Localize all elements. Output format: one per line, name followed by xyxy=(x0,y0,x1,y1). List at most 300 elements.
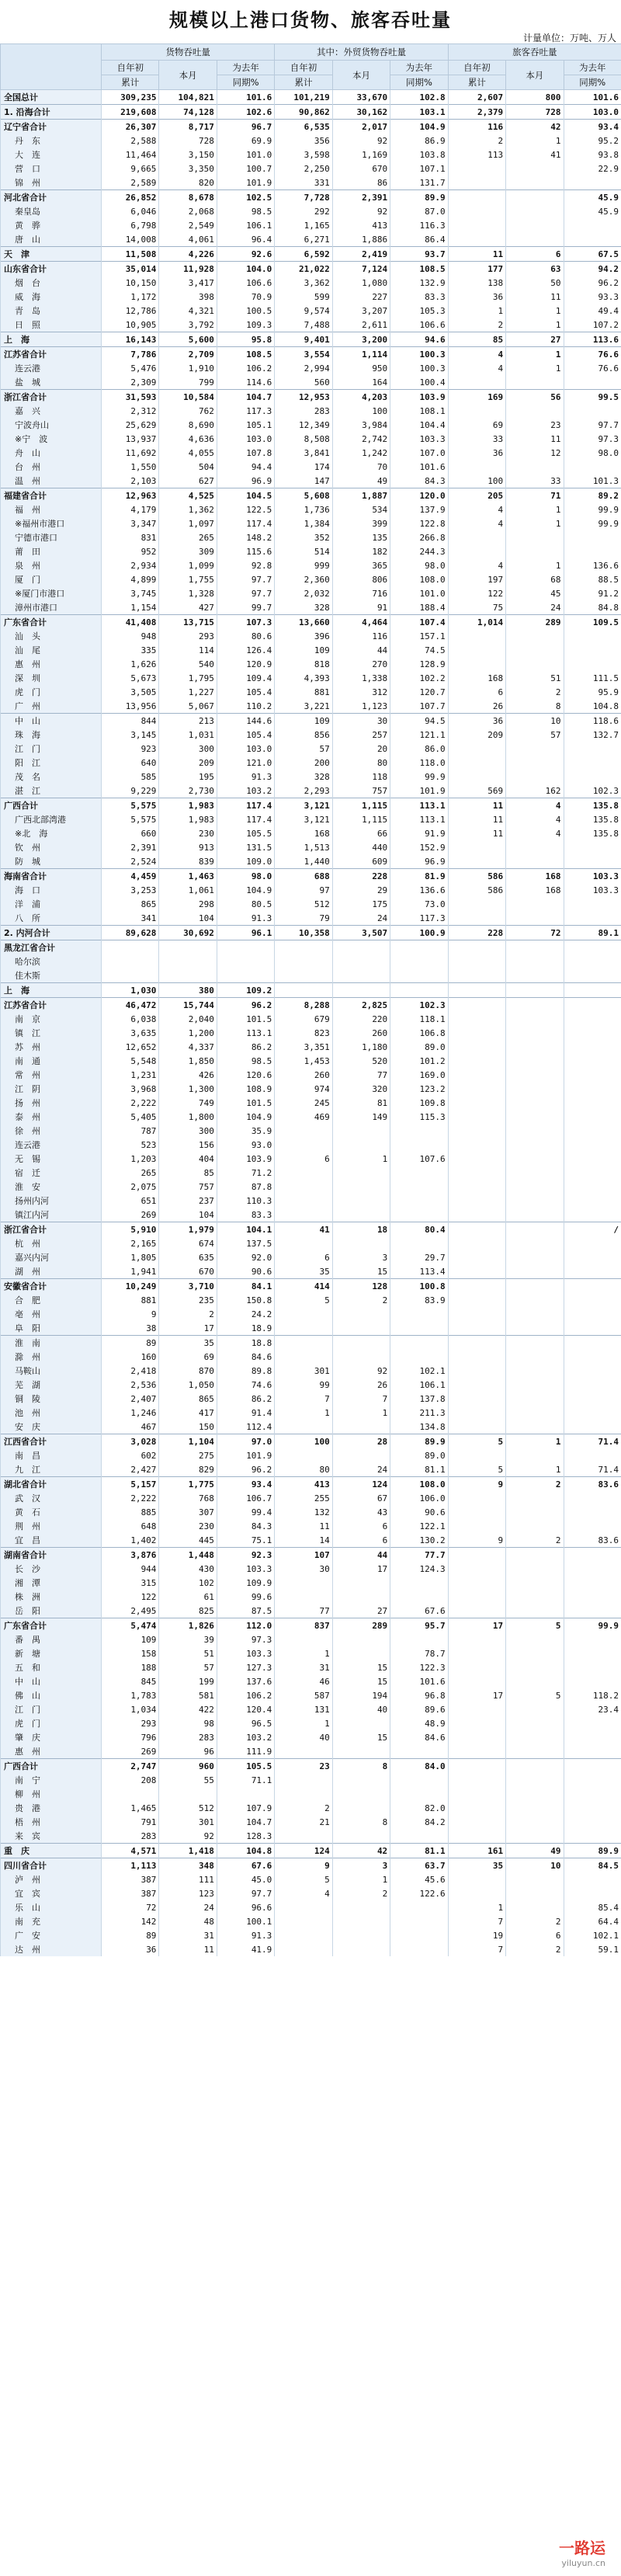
value-cell: 2,032 xyxy=(275,586,332,600)
table-row xyxy=(1,572,621,586)
value-cell: 2,418 xyxy=(102,1364,159,1378)
value-cell: 131.7 xyxy=(390,176,448,190)
value-cell: 8,678 xyxy=(159,190,217,205)
value-cell xyxy=(390,1914,448,1928)
value-cell xyxy=(564,1264,621,1279)
value-cell: 952 xyxy=(102,544,159,558)
value-cell: 230 xyxy=(159,1519,217,1533)
port-name-cell: 无 锡 xyxy=(1,1152,102,1166)
table-row xyxy=(1,1378,621,1392)
table-row xyxy=(1,332,621,347)
value-cell xyxy=(506,1730,564,1744)
value-cell: 1,231 xyxy=(102,1068,159,1082)
value-cell: 6,535 xyxy=(275,120,332,134)
value-cell: 97.3 xyxy=(217,1632,274,1646)
value-cell: 301 xyxy=(159,1815,217,1829)
value-cell: 298 xyxy=(159,897,217,911)
port-name-cell: 池 州 xyxy=(1,1406,102,1420)
value-cell: 4,459 xyxy=(102,869,159,884)
value-cell xyxy=(390,1773,448,1787)
value-cell: 29.7 xyxy=(390,1250,448,1264)
value-cell: 5,673 xyxy=(102,671,159,685)
value-cell: 10,584 xyxy=(159,390,217,405)
value-cell: 331 xyxy=(275,176,332,190)
value-cell: 102.3 xyxy=(390,998,448,1013)
value-cell: 21,022 xyxy=(275,262,332,276)
value-cell: 103.8 xyxy=(390,148,448,162)
value-cell: 5 xyxy=(275,1872,332,1886)
value-cell: 265 xyxy=(102,1166,159,1180)
value-cell: 2,391 xyxy=(332,190,390,205)
value-cell: 96.1 xyxy=(217,926,274,940)
value-cell: 106.8 xyxy=(390,1026,448,1040)
value-cell: 9,229 xyxy=(102,784,159,798)
throughput-table xyxy=(0,43,621,1956)
value-cell: 85 xyxy=(159,1166,217,1180)
value-cell: 5 xyxy=(275,1293,332,1307)
value-cell: 4,337 xyxy=(159,1040,217,1054)
value-cell: 100.1 xyxy=(217,1914,274,1928)
value-cell: 100.3 xyxy=(390,361,448,375)
value-cell xyxy=(275,1632,332,1646)
value-cell xyxy=(506,460,564,474)
port-name-cell: 安徽省合计 xyxy=(1,1279,102,1294)
value-cell: 112.0 xyxy=(217,1618,274,1633)
value-cell xyxy=(506,176,564,190)
value-cell: 11 xyxy=(448,247,505,262)
value-cell xyxy=(332,1716,390,1730)
port-name-cell: 来 宾 xyxy=(1,1829,102,1844)
value-cell: 75 xyxy=(448,600,505,615)
value-cell: 33 xyxy=(506,474,564,488)
table-row xyxy=(1,699,621,714)
value-cell: 30,692 xyxy=(159,926,217,940)
value-cell: 96.2 xyxy=(564,276,621,290)
port-name-cell: 宜 宾 xyxy=(1,1886,102,1900)
value-cell: 45.6 xyxy=(390,1872,448,1886)
value-cell: 4,203 xyxy=(332,390,390,405)
yoy-sub-header: 同期% xyxy=(390,75,448,90)
value-cell: 844 xyxy=(102,714,159,728)
value-cell: 5,575 xyxy=(102,812,159,826)
value-cell: 13,956 xyxy=(102,699,159,714)
value-cell: 45.9 xyxy=(564,204,621,218)
value-cell xyxy=(448,1293,505,1307)
port-name-cell: 番 禺 xyxy=(1,1632,102,1646)
value-cell: 5 xyxy=(506,1688,564,1702)
value-cell: 122.6 xyxy=(390,1886,448,1900)
value-cell: 33 xyxy=(448,432,505,446)
value-cell: 137.8 xyxy=(390,1392,448,1406)
value-cell: 63 xyxy=(506,262,564,276)
value-cell: 89.9 xyxy=(564,1844,621,1858)
value-cell: 1,979 xyxy=(159,1222,217,1237)
value-cell: 512 xyxy=(159,1801,217,1815)
value-cell: 1,031 xyxy=(159,728,217,742)
value-cell xyxy=(332,1321,390,1336)
table-row xyxy=(1,1208,621,1222)
port-name-cell: 徐 州 xyxy=(1,1124,102,1138)
value-cell: 7 xyxy=(275,1392,332,1406)
table-row xyxy=(1,1448,621,1462)
value-cell: 27 xyxy=(506,332,564,347)
value-cell: 130.2 xyxy=(390,1533,448,1548)
port-name-cell: 钦 州 xyxy=(1,840,102,854)
value-cell: 2,536 xyxy=(102,1378,159,1392)
value-cell xyxy=(564,1124,621,1138)
value-cell: 67 xyxy=(332,1491,390,1505)
value-cell: 749 xyxy=(159,1096,217,1110)
table-row xyxy=(1,404,621,418)
value-cell xyxy=(506,940,564,955)
value-cell: 17 xyxy=(448,1688,505,1702)
value-cell: 1,983 xyxy=(159,798,217,813)
value-cell: 45.9 xyxy=(564,190,621,205)
value-cell: 95.9 xyxy=(564,685,621,699)
watermark-site: yiluyun.cn xyxy=(561,2558,605,2568)
port-name-cell: 上 海 xyxy=(1,983,102,998)
value-cell: 79 xyxy=(275,911,332,926)
value-cell: 109.2 xyxy=(217,983,274,998)
table-row xyxy=(1,1773,621,1787)
value-cell: 289 xyxy=(332,1618,390,1633)
value-cell: 122.3 xyxy=(390,1660,448,1674)
value-cell: 2,407 xyxy=(102,1392,159,1406)
value-cell xyxy=(390,983,448,998)
value-cell: 426 xyxy=(159,1068,217,1082)
value-cell: 122 xyxy=(448,586,505,600)
value-cell: 175 xyxy=(332,897,390,911)
value-cell: 5,575 xyxy=(102,798,159,813)
value-cell xyxy=(275,1166,332,1180)
value-cell: 75.1 xyxy=(217,1533,274,1548)
value-cell: 113.4 xyxy=(390,1264,448,1279)
value-cell xyxy=(506,190,564,205)
value-cell: 41.9 xyxy=(217,1942,274,1956)
value-cell: 68 xyxy=(506,572,564,586)
port-name-cell: 珠 海 xyxy=(1,728,102,742)
value-cell: 86.0 xyxy=(390,742,448,756)
value-cell: 1 xyxy=(506,558,564,572)
value-cell: 2,017 xyxy=(332,120,390,134)
port-name-cell: 八 所 xyxy=(1,911,102,926)
page-title: 规模以上港口货物、旅客吞吐量 xyxy=(169,9,452,31)
value-cell: 89 xyxy=(102,1928,159,1942)
value-cell xyxy=(390,1180,448,1194)
value-cell: 84.0 xyxy=(390,1759,448,1774)
value-cell: 540 xyxy=(159,657,217,671)
value-cell: 2,222 xyxy=(102,1491,159,1505)
value-cell: 7,728 xyxy=(275,190,332,205)
value-cell xyxy=(564,1801,621,1815)
value-cell xyxy=(448,1674,505,1688)
value-cell: 1,097 xyxy=(159,516,217,530)
value-cell: 2,222 xyxy=(102,1096,159,1110)
value-cell: 103.2 xyxy=(217,1730,274,1744)
value-cell xyxy=(275,1914,332,1928)
table-row xyxy=(1,318,621,332)
value-cell: 208 xyxy=(102,1773,159,1787)
port-name-cell: 扬 州 xyxy=(1,1096,102,1110)
value-cell xyxy=(564,657,621,671)
value-cell xyxy=(564,1646,621,1660)
value-cell: 2,994 xyxy=(275,361,332,375)
value-cell: 71.2 xyxy=(217,1166,274,1180)
value-cell xyxy=(448,968,505,983)
value-cell xyxy=(448,940,505,955)
value-cell: 269 xyxy=(102,1208,159,1222)
table-row xyxy=(1,290,621,304)
value-cell: 4,321 xyxy=(159,304,217,318)
value-cell xyxy=(564,1420,621,1434)
value-cell: 1,328 xyxy=(159,586,217,600)
yoy-sub-header: 同期% xyxy=(217,75,274,90)
value-cell: 3,984 xyxy=(332,418,390,432)
table-row xyxy=(1,1222,621,1237)
table-row xyxy=(1,190,621,205)
value-cell: 13,715 xyxy=(159,615,217,630)
value-cell: 293 xyxy=(102,1716,159,1730)
value-cell: 586 xyxy=(448,869,505,884)
value-cell xyxy=(448,954,505,968)
value-cell: 219,608 xyxy=(102,105,159,120)
value-cell xyxy=(332,1590,390,1604)
value-cell xyxy=(448,1448,505,1462)
value-cell: 10,358 xyxy=(275,926,332,940)
value-cell: 77.7 xyxy=(390,1548,448,1563)
value-cell: 100 xyxy=(332,404,390,418)
value-cell xyxy=(506,1815,564,1829)
value-cell: 2,040 xyxy=(159,1012,217,1026)
value-cell: 728 xyxy=(159,134,217,148)
value-cell: 98.0 xyxy=(217,869,274,884)
value-cell: 95.8 xyxy=(217,332,274,347)
value-cell: 118.2 xyxy=(564,1688,621,1702)
value-cell: 380 xyxy=(159,983,217,998)
value-cell xyxy=(332,1350,390,1364)
value-cell: 1,200 xyxy=(159,1026,217,1040)
value-cell: 9,665 xyxy=(102,162,159,176)
value-cell: 106.0 xyxy=(390,1491,448,1505)
value-cell xyxy=(506,1576,564,1590)
value-cell xyxy=(332,954,390,968)
port-name-cell: 泉 州 xyxy=(1,558,102,572)
table-row xyxy=(1,1434,621,1449)
value-cell: 14,008 xyxy=(102,232,159,247)
table-row xyxy=(1,1576,621,1590)
value-cell xyxy=(448,770,505,784)
value-cell: 57 xyxy=(506,728,564,742)
value-cell: 13,937 xyxy=(102,432,159,446)
value-cell xyxy=(564,176,621,190)
value-cell xyxy=(564,1082,621,1096)
value-cell xyxy=(506,1350,564,1364)
value-cell: 12 xyxy=(506,446,564,460)
value-cell: 101.5 xyxy=(217,1096,274,1110)
value-cell: 113.6 xyxy=(564,332,621,347)
ytd-sub-header: 累计 xyxy=(275,75,332,90)
value-cell: 40 xyxy=(275,1730,332,1744)
value-cell xyxy=(390,968,448,983)
table-row xyxy=(1,940,621,955)
value-cell: 8 xyxy=(332,1759,390,1774)
value-cell: 36 xyxy=(448,446,505,460)
value-cell: 1,826 xyxy=(159,1618,217,1633)
value-cell: 113 xyxy=(448,148,505,162)
value-cell: 209 xyxy=(448,728,505,742)
value-cell: 104,821 xyxy=(159,90,217,105)
value-cell: 15 xyxy=(332,1674,390,1688)
value-cell: 5,067 xyxy=(159,699,217,714)
value-cell: 974 xyxy=(275,1082,332,1096)
value-cell: 120.0 xyxy=(390,488,448,503)
value-cell: 806 xyxy=(332,572,390,586)
value-cell xyxy=(332,1773,390,1787)
value-cell: 7 xyxy=(448,1914,505,1928)
value-cell: 831 xyxy=(102,530,159,544)
port-name-cell: 连云港 xyxy=(1,1138,102,1152)
value-cell: 136.6 xyxy=(564,558,621,572)
value-cell xyxy=(448,1124,505,1138)
value-cell xyxy=(275,1124,332,1138)
value-cell xyxy=(564,911,621,926)
value-cell: 5,608 xyxy=(275,488,332,503)
value-cell: 275 xyxy=(159,1448,217,1462)
table-row xyxy=(1,1562,621,1576)
value-cell: 24 xyxy=(332,911,390,926)
value-cell: 1,165 xyxy=(275,218,332,232)
value-cell xyxy=(564,1321,621,1336)
value-cell: 96.2 xyxy=(217,998,274,1013)
table-row xyxy=(1,1688,621,1702)
units-label: 计量单位：万吨、万人 xyxy=(522,33,616,43)
value-cell xyxy=(506,1110,564,1124)
value-cell: 2 xyxy=(506,1942,564,1956)
value-cell: 61 xyxy=(159,1590,217,1604)
value-cell xyxy=(564,1759,621,1774)
value-cell: 103.3 xyxy=(217,1646,274,1660)
value-cell: 1,061 xyxy=(159,883,217,897)
value-cell xyxy=(448,1886,505,1900)
port-name-cell: ※厦门市港口 xyxy=(1,586,102,600)
port-name-cell: 长 沙 xyxy=(1,1562,102,1576)
table-row xyxy=(1,968,621,983)
value-cell: 587 xyxy=(275,1688,332,1702)
value-cell: 115.3 xyxy=(390,1110,448,1124)
value-cell: 6 xyxy=(332,1519,390,1533)
table-row xyxy=(1,1744,621,1759)
value-cell: 97.3 xyxy=(564,432,621,446)
value-cell xyxy=(564,1815,621,1829)
value-cell: 107.4 xyxy=(390,615,448,630)
value-cell: 128.9 xyxy=(390,657,448,671)
port-name-cell: 丹 东 xyxy=(1,134,102,148)
port-name-cell: 海 口 xyxy=(1,883,102,897)
value-cell: 45.0 xyxy=(217,1872,274,1886)
value-cell: 106.2 xyxy=(217,361,274,375)
value-cell: 5,476 xyxy=(102,361,159,375)
value-cell: 865 xyxy=(102,897,159,911)
value-cell xyxy=(506,1660,564,1674)
value-cell xyxy=(332,1787,390,1801)
value-cell: 839 xyxy=(159,854,217,869)
value-cell: 15,744 xyxy=(159,998,217,1013)
value-cell: 84.6 xyxy=(217,1350,274,1364)
value-cell: 97 xyxy=(275,883,332,897)
table-row xyxy=(1,1660,621,1674)
value-cell xyxy=(159,940,217,955)
value-cell xyxy=(564,1562,621,1576)
port-name-cell: 辽宁省合计 xyxy=(1,120,102,134)
value-cell: 17 xyxy=(159,1321,217,1336)
value-cell xyxy=(332,1138,390,1152)
value-cell xyxy=(448,1264,505,1279)
value-cell: 1,755 xyxy=(159,572,217,586)
value-cell: 101.6 xyxy=(390,1674,448,1688)
value-cell xyxy=(506,897,564,911)
value-cell xyxy=(506,1420,564,1434)
value-cell xyxy=(564,968,621,983)
value-cell: 89 xyxy=(102,1336,159,1351)
value-cell: 101.9 xyxy=(390,784,448,798)
value-cell: 84.3 xyxy=(390,474,448,488)
value-cell xyxy=(275,1829,332,1844)
value-cell: 2,427 xyxy=(102,1462,159,1477)
value-cell: 31,593 xyxy=(102,390,159,405)
table-row xyxy=(1,1646,621,1660)
table-row xyxy=(1,1096,621,1110)
value-cell xyxy=(390,1236,448,1250)
value-cell: 3,745 xyxy=(102,586,159,600)
value-cell: 118.6 xyxy=(564,714,621,728)
value-cell: 12,786 xyxy=(102,304,159,318)
value-cell xyxy=(506,742,564,756)
value-cell: 66 xyxy=(332,826,390,840)
value-cell xyxy=(506,1264,564,1279)
value-cell: 105.4 xyxy=(217,728,274,742)
value-cell: 1 xyxy=(506,361,564,375)
value-cell: 59.1 xyxy=(564,1942,621,1956)
value-cell xyxy=(102,968,159,983)
value-cell: 102.3 xyxy=(564,784,621,798)
port-name-cell: 达 州 xyxy=(1,1942,102,1956)
value-cell: 110.3 xyxy=(217,1194,274,1208)
value-cell: 89,628 xyxy=(102,926,159,940)
value-cell: 2,103 xyxy=(102,474,159,488)
value-cell: 138 xyxy=(448,276,505,290)
value-cell: 799 xyxy=(159,375,217,390)
value-cell: 84.6 xyxy=(390,1730,448,1744)
value-cell: 599 xyxy=(275,290,332,304)
value-cell: 1,099 xyxy=(159,558,217,572)
value-cell: 113.1 xyxy=(390,812,448,826)
month-header: 本月 xyxy=(506,61,564,90)
table-row xyxy=(1,1618,621,1633)
port-name-cell: 宜 昌 xyxy=(1,1533,102,1548)
table-row xyxy=(1,1491,621,1505)
value-cell: 83.3 xyxy=(217,1208,274,1222)
value-cell: 1,513 xyxy=(275,840,332,854)
value-cell: 128.3 xyxy=(217,1829,274,1844)
value-cell: 1 xyxy=(275,1646,332,1660)
value-cell xyxy=(275,1321,332,1336)
value-cell xyxy=(564,1392,621,1406)
value-cell: 257 xyxy=(332,728,390,742)
value-cell: 365 xyxy=(332,558,390,572)
port-name-cell: 湖 州 xyxy=(1,1264,102,1279)
value-cell xyxy=(564,1632,621,1646)
port-name-cell: 广东省合计 xyxy=(1,1618,102,1633)
